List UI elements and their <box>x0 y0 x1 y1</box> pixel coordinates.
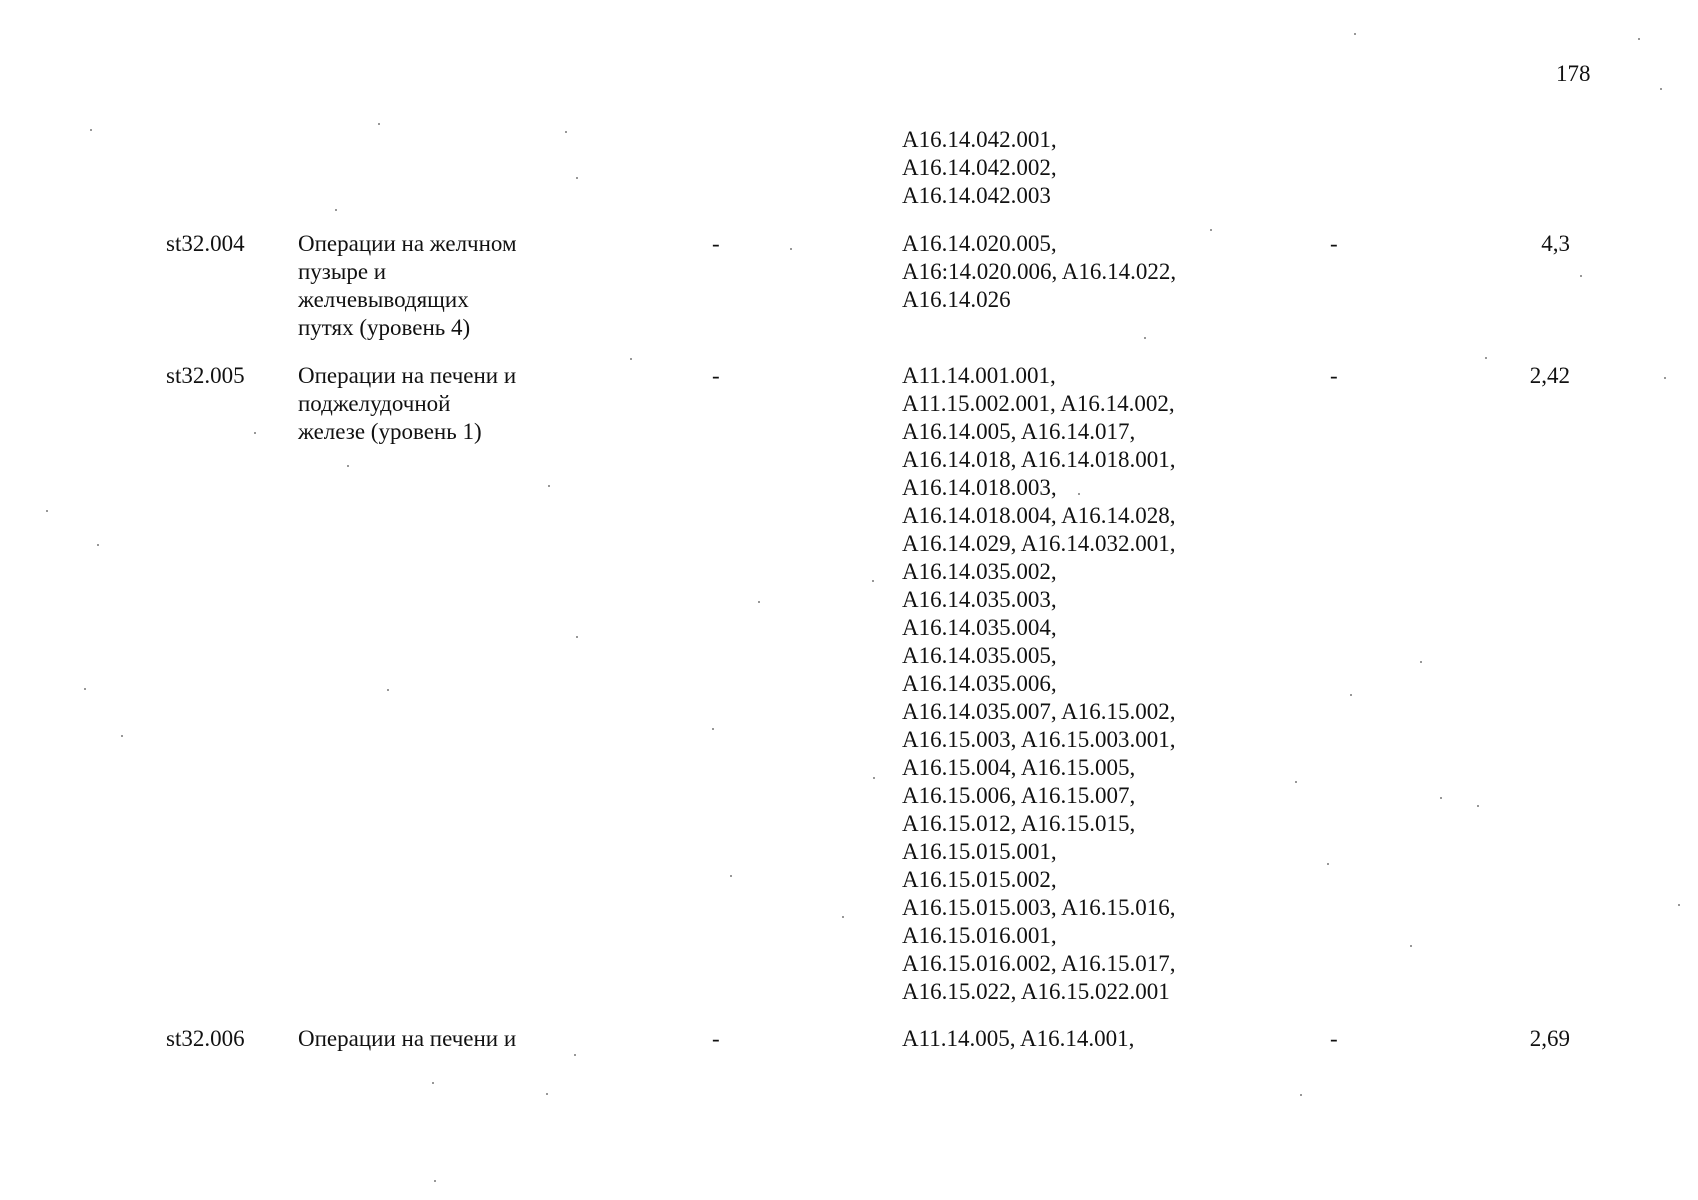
code-line: A16.14.035.005, <box>902 643 1057 668</box>
scan-speck <box>872 580 874 582</box>
scan-speck <box>1660 88 1662 90</box>
code-line: A16.15.022, A16.15.022.001 <box>902 979 1170 1004</box>
code-line: A16.14.035.006, <box>902 671 1057 696</box>
row-name <box>298 1025 516 1053</box>
code-line: A16.14.035.002, <box>902 559 1057 584</box>
code-line: A16.14.018, A16.14.018.001, <box>902 447 1176 472</box>
row-coefficient: 2,42 <box>1529 363 1570 388</box>
scan-speck <box>546 1093 548 1095</box>
scan-speck <box>46 510 48 512</box>
scan-speck <box>1354 33 1356 35</box>
row-dash-col5: - <box>1330 363 1338 388</box>
name-line: пузыре и <box>298 259 387 284</box>
scan-speck <box>712 728 714 730</box>
scan-speck <box>576 177 578 179</box>
row-operations <box>902 362 1175 1006</box>
code-line: A16.14.026 <box>902 287 1011 312</box>
scan-speck <box>378 123 380 125</box>
scan-speck <box>1678 904 1680 906</box>
code-line: A16.15.015.001, <box>902 839 1057 864</box>
code-line: A16.14.018.004, A16.14.028, <box>902 503 1176 528</box>
scan-speck <box>758 601 760 603</box>
row-dash-col3: - <box>712 1026 720 1051</box>
code-line: A11.14.005, A16.14.001, <box>902 1026 1135 1051</box>
row-name <box>298 362 516 446</box>
scan-speck <box>576 636 578 638</box>
scan-speck <box>84 688 86 690</box>
code-line: A16:14.020.006, A16.14.022, <box>902 259 1177 284</box>
scan-speck <box>574 1054 576 1056</box>
code-line: A16.15.015.003, A16.15.016, <box>902 895 1176 920</box>
scan-speck <box>1300 1094 1302 1096</box>
code-line: A16.14.029, A16.14.032.001, <box>902 531 1176 556</box>
row-operations <box>902 1025 1134 1053</box>
scan-speck <box>1078 493 1080 495</box>
scan-speck <box>97 544 99 546</box>
code-line: A16.14.042.003 <box>902 183 1051 208</box>
scan-speck <box>1440 797 1442 799</box>
scan-speck <box>1295 781 1297 783</box>
code-line: A16.15.012, A16.15.015, <box>902 811 1136 836</box>
name-line: желчевыводящих <box>298 287 469 312</box>
scan-speck <box>548 485 550 487</box>
code-line: A16.15.006, A16.15.007, <box>902 783 1136 808</box>
continuation-codes <box>902 126 1057 210</box>
scan-speck <box>347 465 349 467</box>
scan-speck <box>1664 377 1666 379</box>
scan-speck <box>1350 694 1352 696</box>
code-line: A16.15.016.002, A16.15.017, <box>902 951 1176 976</box>
scan-speck <box>630 358 632 360</box>
row-code: st32.005 <box>166 363 245 388</box>
code-line: A16.15.003, A16.15.003.001, <box>902 727 1176 752</box>
scan-speck <box>1485 357 1487 359</box>
scan-speck <box>434 1180 436 1182</box>
name-line: Операции на печени и <box>298 363 517 388</box>
name-line: поджелудочной <box>298 391 451 416</box>
row-coefficient: 2,69 <box>1529 1026 1570 1051</box>
scan-speck <box>1477 805 1479 807</box>
scan-speck <box>387 689 389 691</box>
row-dash-col5: - <box>1330 1026 1338 1051</box>
code-line: A16.14.042.002, <box>902 155 1057 180</box>
row-code: st32.006 <box>166 1026 245 1051</box>
scan-speck <box>335 209 337 211</box>
code-line: A16.15.004, A16.15.005, <box>902 755 1136 780</box>
scan-speck <box>790 248 792 250</box>
name-line: железе (уровень 1) <box>298 419 482 444</box>
row-dash-col3: - <box>712 231 720 256</box>
scan-speck <box>1144 337 1146 339</box>
scan-speck <box>1327 863 1329 865</box>
scan-speck <box>121 735 123 737</box>
code-line: A16.14.035.003, <box>902 587 1057 612</box>
row-name <box>298 230 517 342</box>
scan-speck <box>1210 229 1212 231</box>
scan-speck <box>1420 661 1422 663</box>
code-line: A16.14.018.003, <box>902 475 1057 500</box>
scan-speck <box>254 432 256 434</box>
scan-speck <box>730 875 732 877</box>
code-line: A16.14.042.001, <box>902 127 1057 152</box>
name-line: Операции на печени и <box>298 1026 517 1051</box>
scan-speck <box>1580 275 1582 277</box>
row-operations <box>902 230 1176 314</box>
scan-speck <box>873 777 875 779</box>
code-line: A11.15.002.001, A16.14.002, <box>902 391 1175 416</box>
name-line: Операции на желчном <box>298 231 517 256</box>
code-line: A16.14.005, A16.14.017, <box>902 419 1136 444</box>
row-coefficient: 4,3 <box>1541 231 1570 256</box>
code-line: A16.14.020.005, <box>902 231 1057 256</box>
code-line: A16.14.035.007, A16.15.002, <box>902 699 1176 724</box>
scan-speck <box>432 1082 434 1084</box>
scan-speck <box>565 131 567 133</box>
code-line: A16.14.035.004, <box>902 615 1057 640</box>
page-number: 178 <box>1556 61 1591 86</box>
code-line: A16.15.015.002, <box>902 867 1057 892</box>
row-code: st32.004 <box>166 231 245 256</box>
code-line: A11.14.001.001, <box>902 363 1056 388</box>
code-line: A16.15.016.001, <box>902 923 1057 948</box>
scan-speck <box>90 129 92 131</box>
name-line: путях (уровень 4) <box>298 315 471 340</box>
scan-speck <box>842 916 844 918</box>
scan-speck <box>1410 945 1412 947</box>
scan-speck <box>1638 38 1640 40</box>
row-dash-col3: - <box>712 363 720 388</box>
row-dash-col5: - <box>1330 231 1338 256</box>
